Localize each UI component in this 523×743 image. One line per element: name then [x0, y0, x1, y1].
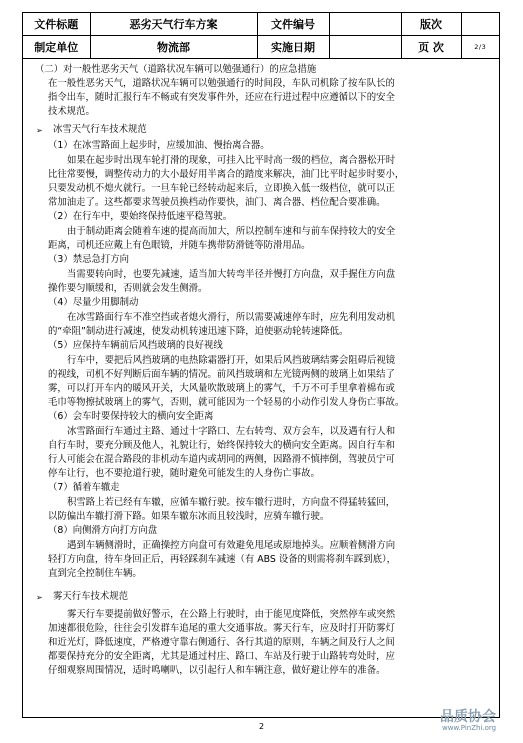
text-line: 如果在起步时出现车轮打滑的现象，可挂入比平时高一级的档位，离合器松开时	[67, 155, 396, 166]
text-line: 比往常要慢，调整传动力的大小最好用半离合的踏度来解决，油门比平时起步时要小，	[48, 169, 405, 180]
item-heading: （4）尽量少用脚制动	[48, 297, 139, 308]
page-of-pages: 2/3	[461, 36, 499, 59]
text-line: 加速都很危险，往往会引发群车追尾的重大交通事故。雾天行车，应及时打开防雾灯	[48, 623, 395, 634]
doc-title: 恶劣天气行车方案	[90, 13, 257, 36]
text-line: 和近光灯，降低速度，严格遵守靠右侧通行、各行其道的原则，车辆之间及行人之间	[48, 637, 395, 648]
text-line: 以防偏出车辙打滑下路。如果车辙东冰而且较浅时，应骑车辙行驶。	[48, 511, 330, 522]
item-heading: （5）应保持车辆前后风挡玻璃的良好视线	[48, 340, 223, 351]
label-version: 版次	[401, 13, 461, 36]
item-heading: （6）会车时要保持较大的横向安全距离	[48, 411, 214, 422]
text-line: 行车中，要把后风挡玻璃的电热除霜器打开，如果后风挡玻璃结雾会阻碍后视镜	[67, 355, 396, 366]
text-line: 停车让行，也不要抢道行驶，随时避免可能发生的人身伤亡事故。	[48, 468, 320, 479]
header-table	[23, 13, 499, 59]
text-line: 仔细观察周围情况，适时鸣喇叭，以引起行人和车辆注意，做好避让停车的准备。	[48, 665, 386, 676]
effective-date	[329, 36, 401, 59]
text-line: 积雪路上若已经有车辙，应循车辙行驶。按车辙行进时，方向盘不得猛转猛回，	[67, 497, 396, 508]
text-line: 雾，可以打开车内的暖风开关，大风量吹散玻璃上的雾气，千万不可手里拿着棉布或	[48, 383, 395, 394]
watermark-logo: 品质协会	[440, 709, 496, 725]
item-heading: （1）在冰雪路面上起步时，应缓加油、慢抬离合器。	[48, 140, 270, 151]
item-heading: （3）禁忌急打方向	[48, 254, 129, 265]
text-line: 由于制动距离会随着车速的提高而加大，所以控制车速和与前车保持较大的安全	[67, 226, 396, 237]
item-heading: （2）在行车中，要始终保持低速平稳驾驶。	[48, 211, 233, 222]
text-line: 的“牵阻”制动进行减速，使发动机转速迅速下降，迫使驱动轮转速降低。	[48, 326, 349, 337]
item-heading: （8）向侧滑方向打方向盘	[48, 525, 158, 536]
text-line: 雾天行车要提前做好警示，在公路上行驶时，由于能见度降低，突然停车或突然	[67, 609, 396, 620]
text-line: 遇到车辆侧滑时，正确操控方向盘可有效避免甩尾或原地掉头。应顺着侧滑方向	[67, 540, 396, 551]
subsection-heading: 雾天行车技术规范	[53, 591, 129, 602]
label-doc-title: 文件标题	[23, 13, 90, 36]
body-text	[23, 60, 499, 718]
text-line: 在冰雪路面行车不准空挡或者熄火滑行，所以需要减速停车时，应先利用发动机	[67, 312, 396, 323]
watermark-url: www.PinZhi.org	[442, 724, 497, 732]
text-line: 行人可能会在混合路段的非机动车道内或胡同的两侧，因路滑不慎摔倒，驾驶员宁可	[48, 454, 395, 465]
text-line: 操作要匀顺缓和，否则就会发生侧滑。	[48, 283, 208, 294]
document-page	[22, 12, 500, 718]
text-line: 直到完全控制住车辆。	[48, 568, 142, 579]
label-page: 页 次	[401, 36, 461, 59]
text-line: 当需要转向时，也要先减速，适当加大转弯半径并慢打方向盘，双手握住方向盘	[67, 269, 396, 280]
text-line: 技术规范。	[48, 106, 95, 117]
label-doc-number: 文件编号	[257, 13, 329, 36]
text-line: 只要发动机不熄火就行。一旦车轮已经转动起来后，立即换入低一级档位，就可以正	[48, 183, 395, 194]
bullet-arrow-icon: ➢	[36, 593, 43, 602]
subsection-heading: 冰雪天气行车技术规范	[53, 124, 147, 135]
department: 物流部	[90, 36, 257, 59]
page-number: 2	[258, 722, 265, 731]
bullet-arrow-icon: ➢	[36, 126, 43, 135]
version	[461, 13, 499, 36]
label-effective-date: 实施日期	[257, 36, 329, 59]
item-heading: （7）循着车辙走	[48, 482, 120, 493]
text-line: 在一般性恶劣天气，道路状况车辆可以勉强通行的时间段，车队司机除了按车队长的	[48, 78, 395, 89]
text-line: 毛巾等物擦拭玻璃上的雾气，否则，就可能因为一个轻易的小动作引发人身伤亡事故。	[48, 397, 405, 408]
doc-number	[329, 13, 401, 36]
label-department: 制定单位	[23, 36, 90, 59]
text-line: 距离，司机还应戴上有色眼镜，并随车携带防滑链等防滑用品。	[48, 240, 311, 251]
text-line: 指令出车，随时汇报行车不畅或有突发事件外，还应在行进过程中应遵循以下的安全	[48, 92, 395, 103]
text-line: 轻打方向盘，待车身回正后，再轻踩刹车减速（有 ABS 设备的则需将刹车踩到底），	[48, 554, 397, 565]
text-line: 的视线，司机不好判断后面车辆的情况。前风挡玻璃和左光镜两侧的玻璃上如果结了	[48, 369, 395, 380]
text-line: 冰雪路面行车通过主路、通过十字路口、左右转弯、双方会车，以及遇有行人和	[67, 426, 396, 437]
text-line: 都要保持充分的安全距离，尤其是通过村庄、路口、车站及行驶于山路转弯处时，应	[48, 651, 395, 662]
text-line: 自行车时，要充分顾及他人，礼貌让行，始终保持较大的横向安全距离。因自行车和	[48, 440, 395, 451]
text-line: 常加油走了。这些都要求驾驶员换档动作要快，油门、离合器、档位配合要准确。	[48, 197, 386, 208]
section-heading: （二）对一般性恶劣天气（道路状况车辆可以勉强通行）的应急措施	[35, 64, 317, 75]
